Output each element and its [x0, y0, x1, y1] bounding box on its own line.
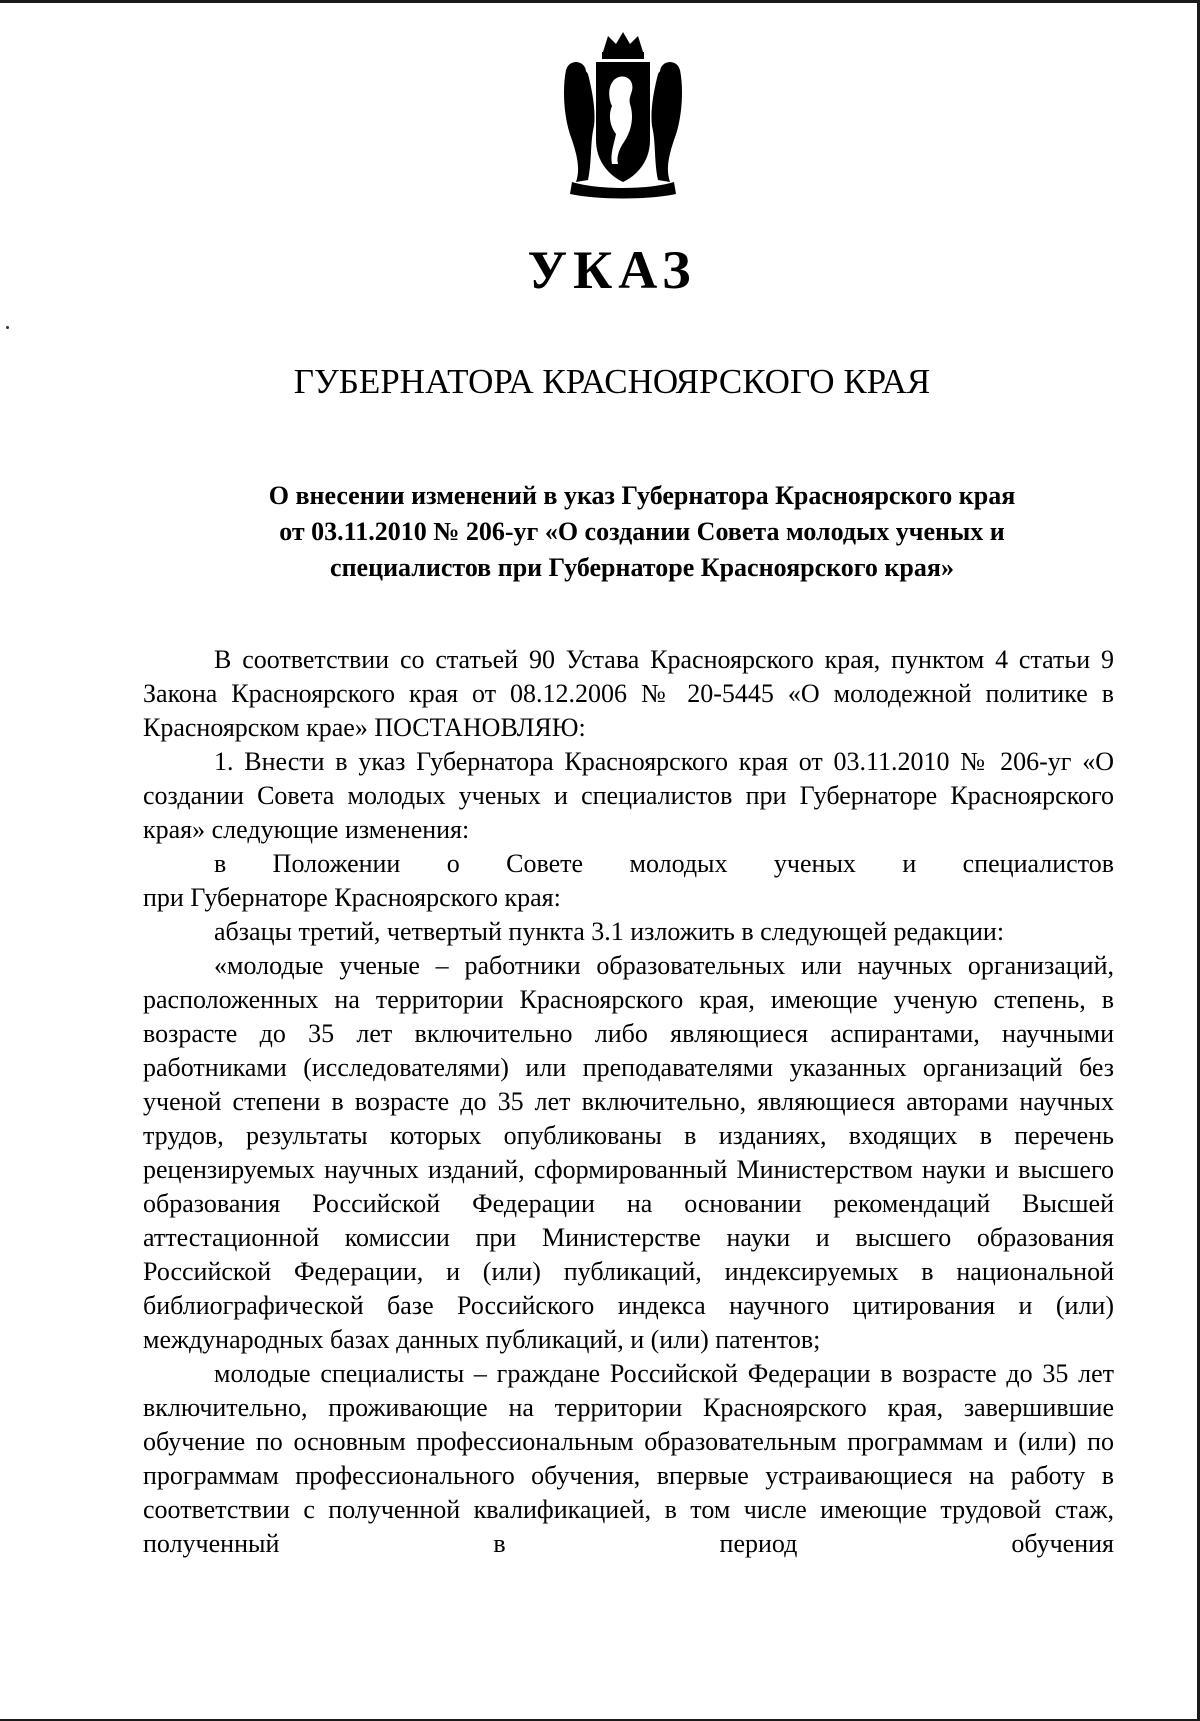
preamble-paragraph: В соответствии со статьей 90 Устава Красноярского края, пунктом 4 статьи 9 Закона Красноярского края от 08.12.2006 № 20-5445 «О молодежной политике в Красноярском крае» ПОСТАНОВЛЯЮ:: [143, 645, 1114, 742]
position-reference-line-1: в Положении о Совете молодых ученых и специалистов: [214, 849, 1114, 878]
document-body: [143, 643, 1114, 1561]
document-title: УКАЗ: [527, 240, 697, 300]
young-specialists-definition: молодые специалисты – граждане Российской Федерации в возрасте до 35 лет включительно, проживающие на территории Красноярского края, завершившие обучение по основным профессиональным образовательным программам и (или) по программам профессионального обучения, впервые устраивающиеся на работу в соответствии с полученной квалификацией, в том числе имеющие трудовой стаж, полученный в период обучения: [143, 1359, 1114, 1558]
scan-speck: [6, 326, 9, 329]
document-heading: [180, 478, 1080, 586]
heading-line: специалистов при Губернаторе Красноярского края»: [330, 553, 954, 582]
heading-line: О внесении изменений в указ Губернатора Красноярского края: [268, 481, 1016, 510]
item-1-paragraph: 1. Внести в указ Губернатора Красноярского края от 03.11.2010 № 206-уг «О создании Совета молодых ученых и специалистов при Губернаторе Красноярского края» следующие изменения:: [143, 747, 1114, 844]
position-reference-line-2: при Губернаторе Красноярского края:: [143, 883, 561, 912]
heading-line: от 03.11.2010 № 206-уг «О создании Совета молодых ученых и: [279, 517, 1005, 546]
young-scientists-definition: «молодые ученые – работники образовательных или научных организаций, расположенных на территории Красноярского края, имеющие ученую степень, в возрасте до 35 лет включительно либо являющиеся аспирантами, научными работниками (исследователями) или преподавателями указанных организаций без ученой степени в возрасте до 35 лет включительно, являющиеся авторами научных трудов, результаты которых опубликованы в изданиях, входящих в перечень рецензируемых научных изданий, сформированный Министерством науки и высшего образования Российской Федерации на основании рекомендаций Высшей аттестационной комиссии при Министерстве науки и высшего образования Российской Федерации, и (или) публикаций, индексируемых в национальной библиографической базе Российского индекса научного цитирования и (или) международных базах данных публикаций, и (или) патентов;: [143, 951, 1114, 1354]
coat-of-arms-emblem: [558, 30, 688, 200]
paragraphs-reference: абзацы третий, четвертый пункта 3.1 изложить в следующей редакции:: [214, 917, 1005, 946]
document-issuer: ГУБЕРНАТОРА КРАСНОЯРСКОГО КРАЯ: [293, 362, 931, 401]
scan-edge-top: [0, 0, 1200, 3]
